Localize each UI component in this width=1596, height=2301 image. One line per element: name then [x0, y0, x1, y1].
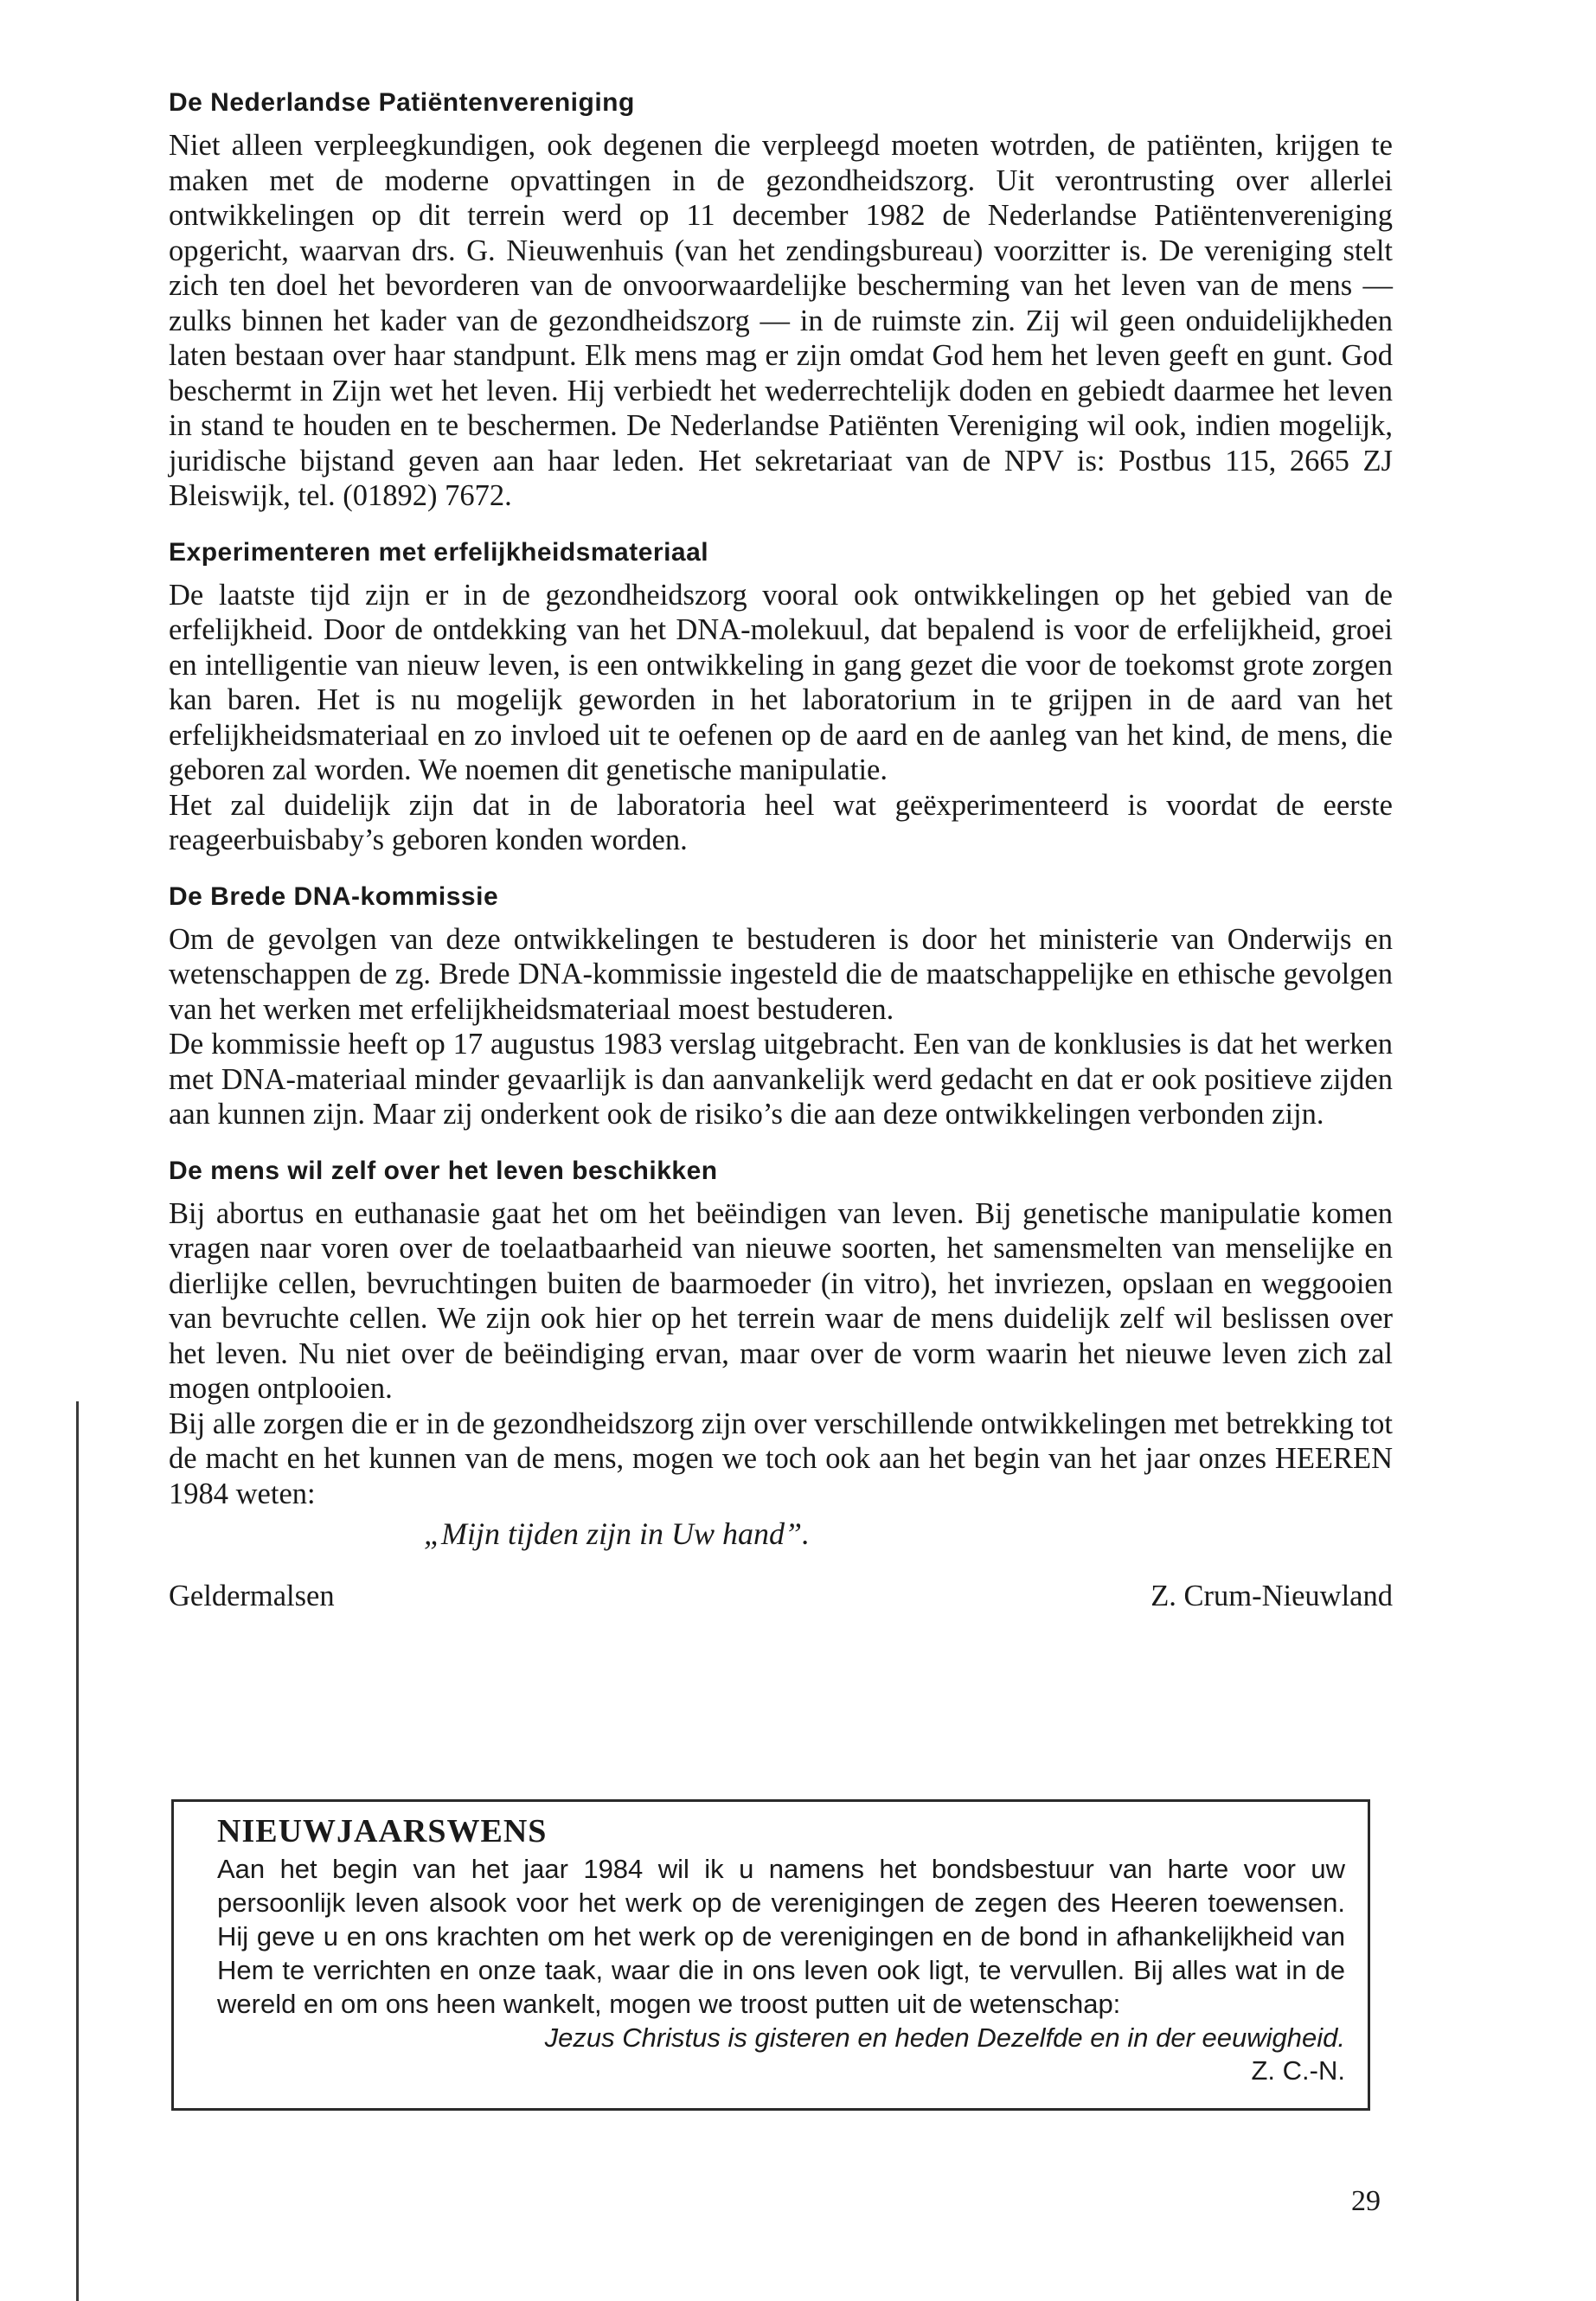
- paragraph: De laatste tijd zijn er in de gezondheidszorg vooral ook ontwikkelingen op het gebied van de erfelijkheid. Door de ontdekking van het DNA-molekuul, dat bepalend is voor de erfelijkheid, groei en intelligentie van nieuw leven, is een ontwikkeling in gang gezet die voor de toekomst grote zorgen kan baren. Het is nu mogelijk geworden in het laboratorium in te grijpen in de aard van het erfelijkheidsmateriaal en zo invloed uit te oefenen op de aard en de aanleg van het kind, de mens, die geboren zal worden. We noemen dit genetische manipulatie.: [169, 578, 1393, 786]
- paragraph: Bij abortus en euthanasie gaat het om het beëindigen van leven. Bij genetische manipulatie komen vragen naar voren over de toelaatbaarheid van nieuwe soorten, het samensmelten van menselijke en dierlijke cellen, bevruchtingen buiten de baarmoeder (in vitro), het invriezen, opslaan en weggooien van bevruchte cellen. We zijn ook hier op het terrein waar de mens duidelijk zelf wil beslissen over het leven. Nu niet over de beëindiging ervan, maar over de vorm waarin het nieuwe leven zich zal mogen ontplooien.: [169, 1196, 1393, 1405]
- section-heading: Experimenteren met erfelijkheidsmateriaal: [169, 537, 709, 567]
- paragraph: Niet alleen verpleegkundigen, ook degenen die verpleegd moeten wotrden, de patiënten, krijgen te maken met de moderne opvattingen in de gezondheidszorg. Uit verontrusting over allerlei ontwikkelingen op dit terrein werd op 11 december 1982 de Nederlandse Patiëntenvereniging opgericht, waarvan drs. G. Nieuwenhuis (van het zendingsbureau) voorzitter is. De vereniging stelt zich ten doel het bevorderen van de onvoorwaardelijke bescherming van het leven van de mens — zulks binnen het kader van de gezondheidszorg — in de ruimste zin. Zij wil geen onduidelijkheden laten bestaan over haar standpunt. Elk mens mag er zijn omdat God hem het leven geeft en gunt. God beschermt in Zijn wet het leven. Hij verbiedt het wederrechtelijk doden en gebiedt daarmee het leven in stand te houden en te beschermen. De Nederlandse Patiënten Vereniging wil ook, indien mogelijk, juridische bijstand geven aan haar leden. Het sekretariaat van de NPV is: Postbus 115, 2665 ZJ Bleiswijk, tel. (01892) 7672.: [169, 129, 1393, 512]
- article: [169, 87, 1393, 1613]
- paragraph: De kommissie heeft op 17 augustus 1983 verslag uitgebracht. Een van de konklusies is dat het werken met DNA-materiaal minder gevaarlijk is dan aanvankelijk werd gedacht en dat er ook positieve zijden aan kunnen zijn. Maar zij onderkent ook de risiko’s die aan deze ontwikkelingen verbonden zijn.: [169, 1028, 1393, 1131]
- scan-edge-rule: [76, 1401, 79, 2301]
- page-number: 29: [1351, 2185, 1381, 2217]
- signature-place: Geldermalsen: [169, 1580, 335, 1612]
- box-title: NIEUWJAARSWENS: [217, 1813, 548, 1849]
- paragraph: Bij alle zorgen die er in de gezondheidszorg zijn over verschillende ontwikkelingen met betrekking tot de macht en het kunnen van de mens, mogen we toch ook aan het begin van het jaar onzes HEEREN 1984 weten:: [169, 1407, 1393, 1510]
- section-erfelijkheidsmateriaal: [169, 536, 1393, 858]
- box-signature: Z. C.-N.: [1251, 2055, 1345, 2086]
- new-year-wish-box: [171, 1799, 1370, 2111]
- section-heading: De Nederlandse Patiëntenvereniging: [169, 88, 635, 117]
- paragraph: Het zal duidelijk zijn dat in de laboratoria heel wat geëxperimenteerd is voordat de eerste reageerbuisbaby’s geboren konden worden.: [169, 788, 1393, 856]
- signature-row: [169, 1579, 1393, 1613]
- section-mens-beschikken: [169, 1155, 1393, 1512]
- box-quote: Jezus Christus is gisteren en heden Dezelfde en in der eeuwigheid.: [544, 2022, 1345, 2053]
- section-heading: De Brede DNA-kommissie: [169, 881, 499, 911]
- section-heading: De mens wil zelf over het leven beschikken: [169, 1156, 718, 1185]
- section-dna-kommissie: [169, 881, 1393, 1132]
- box-text: Aan het begin van het jaar 1984 wil ik u namens het bondsbestuur van harte voor uw persoonlijk leven alsook voor het werk op de verenigingen de zegen des Heeren toewensen. Hij geve u en ons krachten om het werk op de verenigingen en de bond in afhankelijkheid van Hem te verrichten en onze taak, waar die in ons leven ook ligt, te vervullen. Bij alles wat in de wereld en om ons heen wankelt, mogen we troost putten uit de wetenschap:: [217, 1854, 1345, 2019]
- bible-quote: „Mijn tijden zijn in Uw hand”.: [424, 1516, 811, 1551]
- paragraph: Om de gevolgen van deze ontwikkelingen te bestuderen is door het ministerie van Onderwijs en wetenschappen de zg. Brede DNA-kommissie ingesteld die de maatschappelijke en ethische gevolgen van het werken met erfelijkheidsmateriaal moest bestuderen.: [169, 922, 1393, 1026]
- signature-author: Z. Crum-Nieuwland: [1151, 1580, 1393, 1612]
- section-patientenvereniging: [169, 87, 1393, 514]
